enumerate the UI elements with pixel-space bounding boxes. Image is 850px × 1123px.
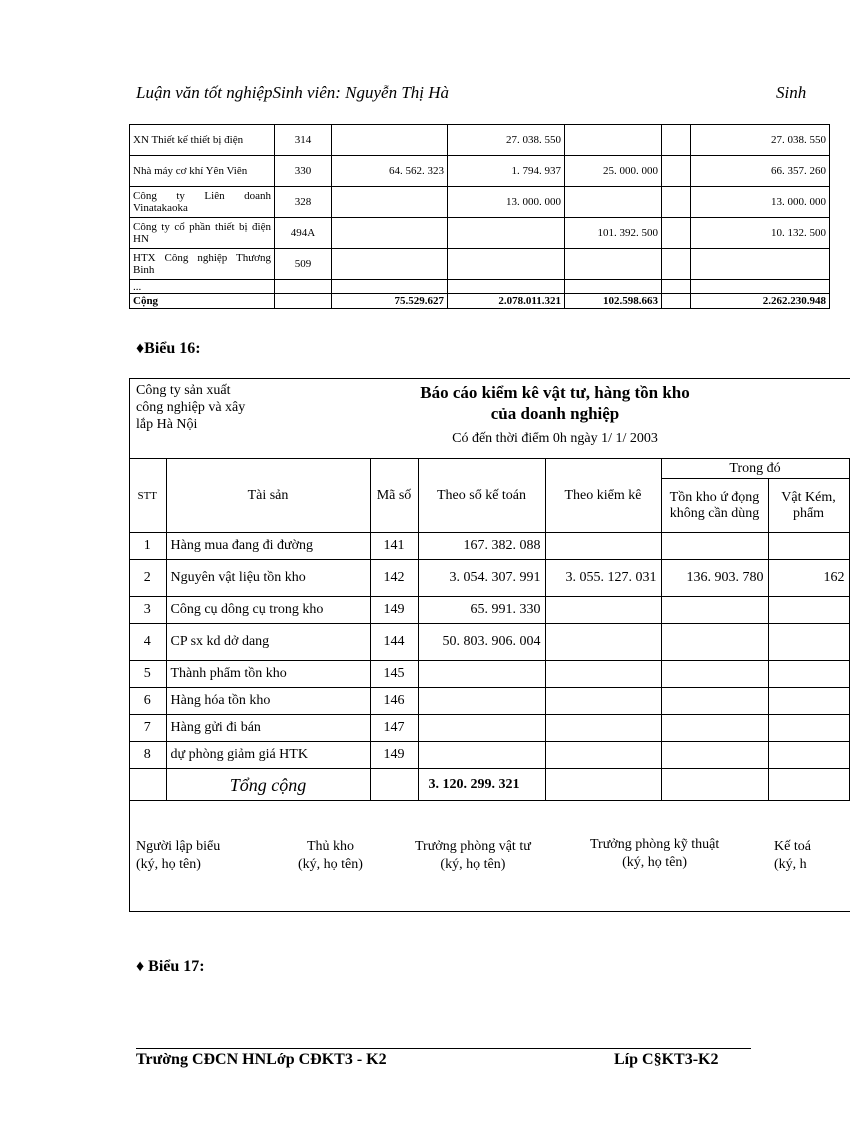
row-poor-quality [768,533,849,560]
total-label: Cộng [130,294,275,309]
grand-total-value: 3. 120. 299. 321 [418,769,545,801]
empty-cell [565,280,662,294]
signature-note: (ký, họ tên) [298,857,363,872]
empty-cell [662,294,691,309]
customer-name: XN Thiết kế thiết bị điện [130,125,275,156]
row-stt: 7 [129,715,166,742]
row-stt: 5 [129,661,166,688]
row-count-value: 3. 055. 127. 031 [545,560,661,597]
signature-block [590,836,719,872]
row-asset: Công cụ dông cụ trong kho [166,597,370,624]
empty-cell [332,280,448,294]
inventory-row [129,715,849,742]
signature-block [774,838,811,874]
row-book-value [418,742,545,769]
empty-cell [661,769,768,801]
row-asset: dự phòng giảm giá HTK [166,742,370,769]
amount-cell [332,187,448,218]
row-stt: 8 [129,742,166,769]
amount-cell [332,218,448,249]
empty-cell [275,280,332,294]
row-code: 145 [370,661,418,688]
signature-role: Kế toá [774,839,811,854]
row-poor-quality [768,742,849,769]
amount-cell [662,249,691,280]
report-subtitle: Có đến thời điểm 0h ngày 1/ 1/ 2003 [452,431,658,446]
row-stt: 1 [129,533,166,560]
amount-cell [332,249,448,280]
customer-code: 314 [275,125,332,156]
total-amount: 2.078.011.321 [448,294,565,309]
amount-cell: 13. 000. 000 [448,187,565,218]
inventory-row [129,742,849,769]
empty-cell [768,769,849,801]
row-book-value: 50. 803. 906. 004 [418,624,545,661]
customer-name: Công ty Liên doanh Vinatakaoka [130,187,275,218]
row-count-value [545,624,661,661]
amount-cell [662,156,691,187]
header-stt: STT [129,459,166,533]
signature-note: (ký, họ tên) [622,855,688,870]
customer-code: 509 [275,249,332,280]
page-header-right: Sinh [776,83,807,102]
row-code: 146 [370,688,418,715]
row-count-value [545,597,661,624]
inventory-row [129,560,849,597]
signature-note: (ký, h [774,857,807,872]
amount-cell: 27. 038. 550 [691,125,830,156]
header-slow-moving: Tồn kho ứ đọng không cần dùng [661,479,768,533]
amount-cell [565,187,662,218]
header-code: Mã số [370,459,418,533]
row-asset: Thành phẩm tồn kho [166,661,370,688]
row-asset: Hàng hóa tồn kho [166,688,370,715]
row-poor-quality: 162 [768,560,849,597]
row-count-value [545,661,661,688]
header-asset: Tài sản [166,459,370,533]
header-poor-quality: Vật Kém, phẩm [768,479,849,533]
inventory-row [129,624,849,661]
row-poor-quality [768,688,849,715]
footer-left: Trường CĐCN HNLớp CĐKT3 - K2 [136,1051,387,1068]
signature-role: Thủ kho [306,839,354,854]
footer-right: Líp C§KT3-K2 [614,1051,719,1068]
row-count-value [545,742,661,769]
amount-cell: 1. 794. 937 [448,156,565,187]
amount-cell: 10. 132. 500 [691,218,830,249]
signature-block [298,838,363,874]
amount-cell [691,249,830,280]
table-row [130,249,830,280]
amount-cell [662,218,691,249]
row-asset: Hàng mua đang đi đường [166,533,370,560]
row-count-value [545,533,661,560]
page-header-left: Luận văn tốt nghiệpSinh viên: Nguyễn Thị Hà [136,83,450,102]
signature-role: Trưởng phòng kỹ thuật [590,837,720,852]
customer-name: Nhà máy cơ khí Yên Viên [130,156,275,187]
row-asset: CP sx kd dở dang [166,624,370,661]
total-amount: 102.598.663 [565,294,662,309]
signature-block [415,838,531,874]
amount-cell [662,125,691,156]
empty-cell [691,280,830,294]
row-code: 142 [370,560,418,597]
row-slow-moving [661,533,768,560]
amount-cell [448,218,565,249]
empty-cell [275,294,332,309]
row-slow-moving [661,715,768,742]
table-row [130,187,830,218]
empty-cell [545,769,661,801]
row-book-value [418,688,545,715]
ellipsis-cell: ... [130,280,275,294]
row-poor-quality [768,597,849,624]
row-code: 141 [370,533,418,560]
bieu-16-label: ♦Biểu 16: [136,340,201,357]
amount-cell [662,187,691,218]
header-book: Theo sổ kế toán [418,459,545,533]
signature-block [136,838,220,874]
table-row [130,125,830,156]
table-row [130,156,830,187]
empty-cell [370,769,418,801]
row-slow-moving [661,742,768,769]
signature-role: Trưởng phòng vật tư [415,839,531,854]
customer-code: 330 [275,156,332,187]
row-code: 144 [370,624,418,661]
inventory-row [129,533,849,560]
report-title: Báo cáo kiểm kê vật tư, hàng tồn kho của doanh nghiệp [420,383,690,423]
signature-note: (ký, họ tên) [440,857,506,872]
amount-cell [448,249,565,280]
inventory-row [129,661,849,688]
row-slow-moving [661,688,768,715]
row-slow-moving [661,597,768,624]
row-slow-moving [661,661,768,688]
row-poor-quality [768,624,849,661]
row-book-value [418,661,545,688]
amount-cell: 64. 562. 323 [332,156,448,187]
row-slow-moving [661,624,768,661]
row-poor-quality [768,715,849,742]
table-row [130,280,830,294]
customer-name: HTX Công nghiệp Thương Binh [130,249,275,280]
row-stt: 6 [129,688,166,715]
row-book-value: 3. 054. 307. 991 [418,560,545,597]
amount-cell: 101. 392. 500 [565,218,662,249]
inventory-table [129,458,850,801]
header-count: Theo kiểm kê [545,459,661,533]
bieu-17-label: ♦ Biểu 17: [136,958,205,975]
row-poor-quality [768,661,849,688]
row-stt: 2 [129,560,166,597]
total-row [130,294,830,309]
amount-cell: 27. 038. 550 [448,125,565,156]
row-slow-moving: 136. 903. 780 [661,560,768,597]
row-book-value [418,715,545,742]
amount-cell [565,249,662,280]
row-code: 149 [370,597,418,624]
amount-cell: 66. 357. 260 [691,156,830,187]
supplier-table [129,124,830,309]
row-asset: Nguyên vật liệu tồn kho [166,560,370,597]
row-book-value: 65. 991. 330 [418,597,545,624]
customer-code: 494A [275,218,332,249]
empty-cell [448,280,565,294]
signature-role: Người lập biểu [136,839,221,854]
amount-cell: 25. 000. 000 [565,156,662,187]
amount-cell [332,125,448,156]
inventory-row [129,597,849,624]
amount-cell [565,125,662,156]
footer-rule [136,1048,751,1049]
row-stt: 4 [129,624,166,661]
grand-total-label: Tổng cộng [166,769,370,801]
row-code: 147 [370,715,418,742]
total-amount: 2.262.230.948 [691,294,830,309]
row-count-value [545,688,661,715]
customer-code: 328 [275,187,332,218]
customer-name: Công ty cổ phần thiết bị điện HN [130,218,275,249]
total-amount: 75.529.627 [332,294,448,309]
inventory-row [129,688,849,715]
empty-cell [129,769,166,801]
amount-cell: 13. 000. 000 [691,187,830,218]
signature-note: (ký, họ tên) [136,857,201,872]
grand-total-row [129,769,849,801]
table-row [130,218,830,249]
header-within: Trong đó [661,459,849,479]
row-stt: 3 [129,597,166,624]
row-asset: Hàng gửi đi bán [166,715,370,742]
row-count-value [545,715,661,742]
company-name: Công ty sản xuất công nghiệp và xây lắp Hà Nội [136,383,246,432]
row-book-value: 167. 382. 088 [418,533,545,560]
empty-cell [662,280,691,294]
row-code: 149 [370,742,418,769]
